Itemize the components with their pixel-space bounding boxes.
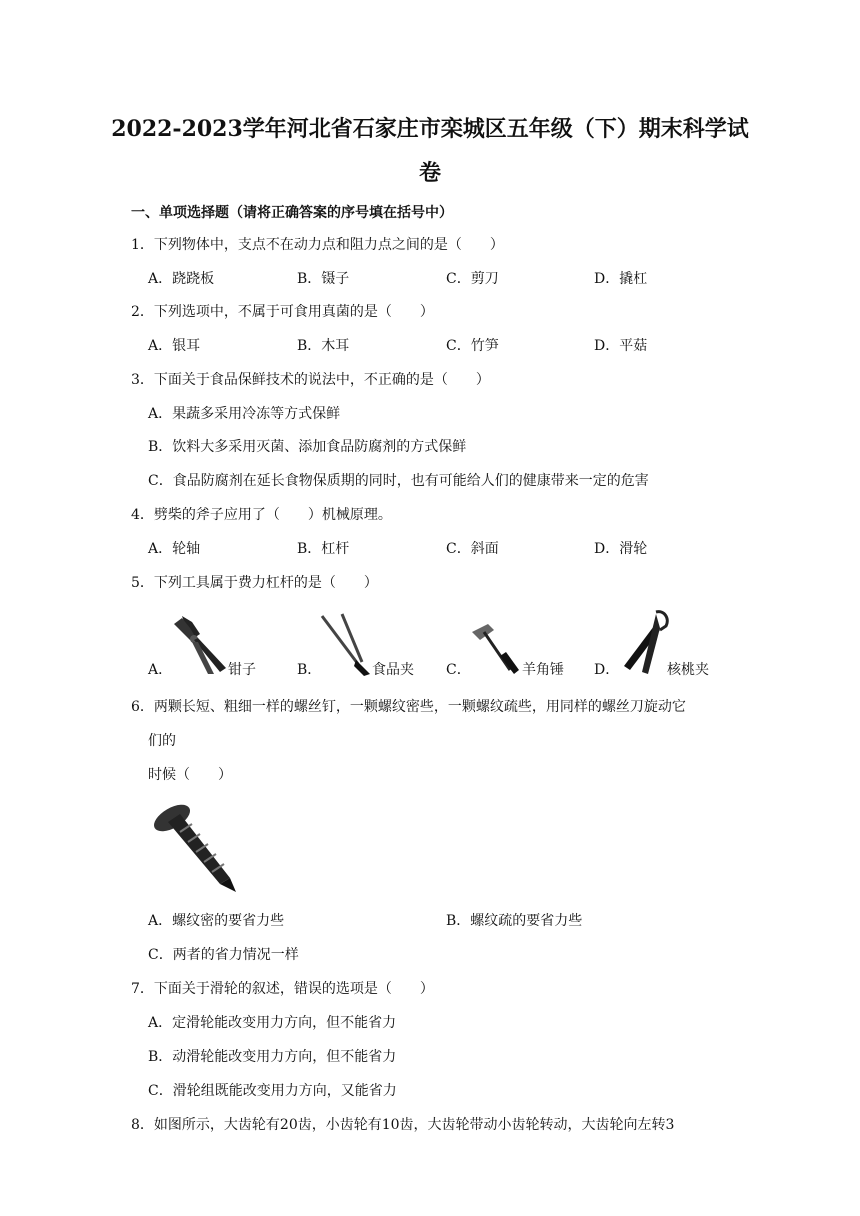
q5-option-b-name: 食品夹 <box>372 662 414 678</box>
q3-option-a: A．果蔬多采用冷冻等方式保鲜 <box>148 406 341 422</box>
q7-option-c: C．滑轮组既能改变用力方向，又能省力 <box>148 1083 397 1099</box>
q5-option-d-letter: D． <box>594 662 620 678</box>
q5-option-c-letter: C． <box>446 662 471 678</box>
q2-option-d: D．平菇 <box>594 338 648 354</box>
q3-option-c: C．食品防腐剂在延长食物保质期的同时，也有可能给人们的健康带来一定的危害 <box>148 473 649 489</box>
q2-option-b: B．木耳 <box>297 338 350 354</box>
food-tongs-icon <box>318 612 374 678</box>
q3-option-b: B．饮料大多采用灭菌、添加食品防腐剂的方式保鲜 <box>148 439 467 455</box>
title-line-1: 2022-2023学年河北省石家庄市栾城区五年级（下）期末科学试 <box>111 116 749 142</box>
q2-option-a: A．银耳 <box>148 338 201 354</box>
pliers-icon <box>170 612 232 678</box>
question-7-stem: 7．下面关于滑轮的叙述，错误的选项是（ ） <box>131 981 434 997</box>
q1-option-c: C．剪刀 <box>446 271 499 287</box>
q6-option-a: A．螺纹密的要省力些 <box>148 913 285 929</box>
q7-option-b: B．动滑轮能改变用力方向，但不能省力 <box>148 1049 397 1065</box>
section-heading: 一、单项选择题（请将正确答案的序号填在括号中） <box>131 205 453 221</box>
claw-hammer-icon <box>470 622 520 676</box>
question-4-stem: 4．劈柴的斧子应用了（ ）机械原理。 <box>131 507 392 523</box>
question-6-stem-line-3: 时候（ ） <box>148 767 232 783</box>
q1-option-b: B．镊子 <box>297 271 350 287</box>
q5-option-b-letter: B． <box>297 662 322 678</box>
document-title <box>110 107 750 195</box>
q5-option-a-name: 钳子 <box>228 662 256 678</box>
question-6-stem-line-2: 们的 <box>148 733 176 749</box>
q4-option-a: A．轮轴 <box>148 541 201 557</box>
q4-option-c: C．斜面 <box>446 541 499 557</box>
question-2-stem: 2．下列选项中，不属于可食用真菌的是（ ） <box>131 304 434 320</box>
title-line-2: 卷 <box>418 160 441 186</box>
q1-option-a: A．跷跷板 <box>148 271 215 287</box>
q5-option-a-letter: A． <box>148 662 173 678</box>
q5-option-d-name: 核桃夹 <box>667 662 709 678</box>
nutcracker-icon <box>616 608 674 678</box>
question-1-stem: 1．下列物体中，支点不在动力点和阻力点之间的是（ ） <box>131 237 504 253</box>
q6-option-b: B．螺纹疏的要省力些 <box>446 913 583 929</box>
question-5-stem: 5．下列工具属于费力杠杆的是（ ） <box>131 575 378 591</box>
q2-option-c: C．竹笋 <box>446 338 499 354</box>
q1-option-d: D．撬杠 <box>594 271 648 287</box>
q5-option-c-name: 羊角锤 <box>522 662 564 678</box>
question-3-stem: 3．下面关于食品保鲜技术的说法中，不正确的是（ ） <box>131 372 490 388</box>
q4-option-b: B．杠杆 <box>297 541 350 557</box>
screw-icon <box>150 800 240 894</box>
q6-option-c: C．两者的省力情况一样 <box>148 947 299 963</box>
q7-option-a: A．定滑轮能改变用力方向，但不能省力 <box>148 1015 397 1031</box>
q4-option-d: D．滑轮 <box>594 541 648 557</box>
question-6-stem-line-1: 6．两颗长短、粗细一样的螺丝钉，一颗螺纹密些，一颗螺纹疏些，用同样的螺丝刀旋动它 <box>131 699 686 715</box>
question-8-stem: 8．如图所示，大齿轮有20齿，小齿轮有10齿，大齿轮带动小齿轮转动，大齿轮向左转3 <box>131 1117 675 1133</box>
